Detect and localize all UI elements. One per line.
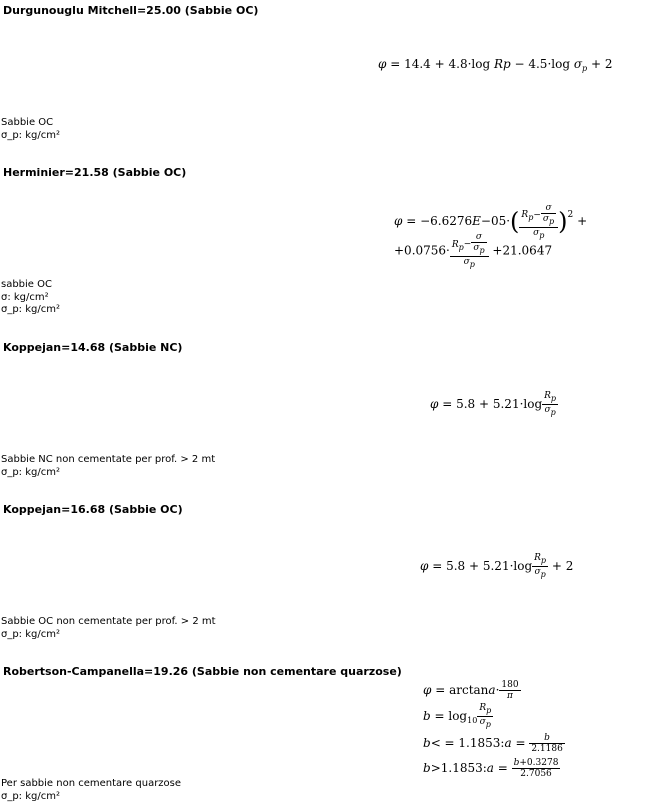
section-title-durgunouglu: Durgunouglu Mitchell=25.00 (Sabbie OC)	[3, 4, 259, 17]
notes-robertson-campanella	[1, 778, 181, 803]
formula-durgunouglu: φ = 14.4 + 4.8·log Rp − 4.5·log $\sigma_p + 2$	[378, 57, 613, 73]
note-line: Sabbie OC non cementate per prof. > 2 mt	[1, 616, 216, 627]
notes-durgunouglu	[1, 117, 60, 142]
notes-koppejan-oc	[1, 616, 216, 641]
formula-herminier: φ = −6.6276E−05·( Rp− $\frac{\sigma}{\sigma p}$ σp )$^2$ + +0.0756· Rp− $\frac{\sigma}{\sigma p}$ σp +21.0647	[394, 202, 588, 269]
note-line: Sabbie NC non cementate per prof. > 2 mt	[1, 454, 216, 465]
note-line: sabbie OC	[1, 279, 52, 290]
note-line: Sabbie OC	[1, 117, 54, 128]
note-line: σ_p: kg/cm²	[1, 129, 60, 141]
formula-koppejan-nc: φ = 5.8 + 5.21·log $\frac{Rp}{\sigma p}$	[430, 391, 557, 417]
section-title-koppejan-oc: Koppejan=16.68 (Sabbie OC)	[3, 503, 183, 516]
note-line: σ_p: kg/cm²	[1, 790, 60, 802]
notes-herminier	[1, 279, 60, 317]
note-line: Per sabbie non cementare quarzose	[1, 778, 182, 789]
note-line: σ_p: kg/cm²	[1, 466, 60, 478]
section-title-robertson-campanella: Robertson-Campanella=19.26 (Sabbie non cementare quarzose)	[3, 665, 402, 678]
section-title-koppejan-nc: Koppejan=14.68 (Sabbie NC)	[3, 341, 183, 354]
section-title-herminier: Herminier=21.58 (Sabbie OC)	[3, 166, 187, 179]
formula-robertson-campanella: φ = arctana· $\frac{180}{\pi}$ $b = \log_{10}$ $\frac{Rp}{\sigma p}$ b< = 1.1853:a = $\frac{b}{2.1186}$ b>1.1853:a = $\frac{b+0.3278}{2.7056}$	[423, 680, 563, 779]
notes-koppejan-nc	[1, 454, 215, 479]
note-line: σ_p: kg/cm²	[1, 304, 60, 315]
note-line: σ: kg/cm²	[1, 291, 49, 303]
note-line: σ_p: kg/cm²	[1, 628, 60, 640]
formula-koppejan-oc: φ = 5.8 + 5.21·log $\frac{Rp}{\sigma p}$ + 2	[420, 553, 574, 579]
